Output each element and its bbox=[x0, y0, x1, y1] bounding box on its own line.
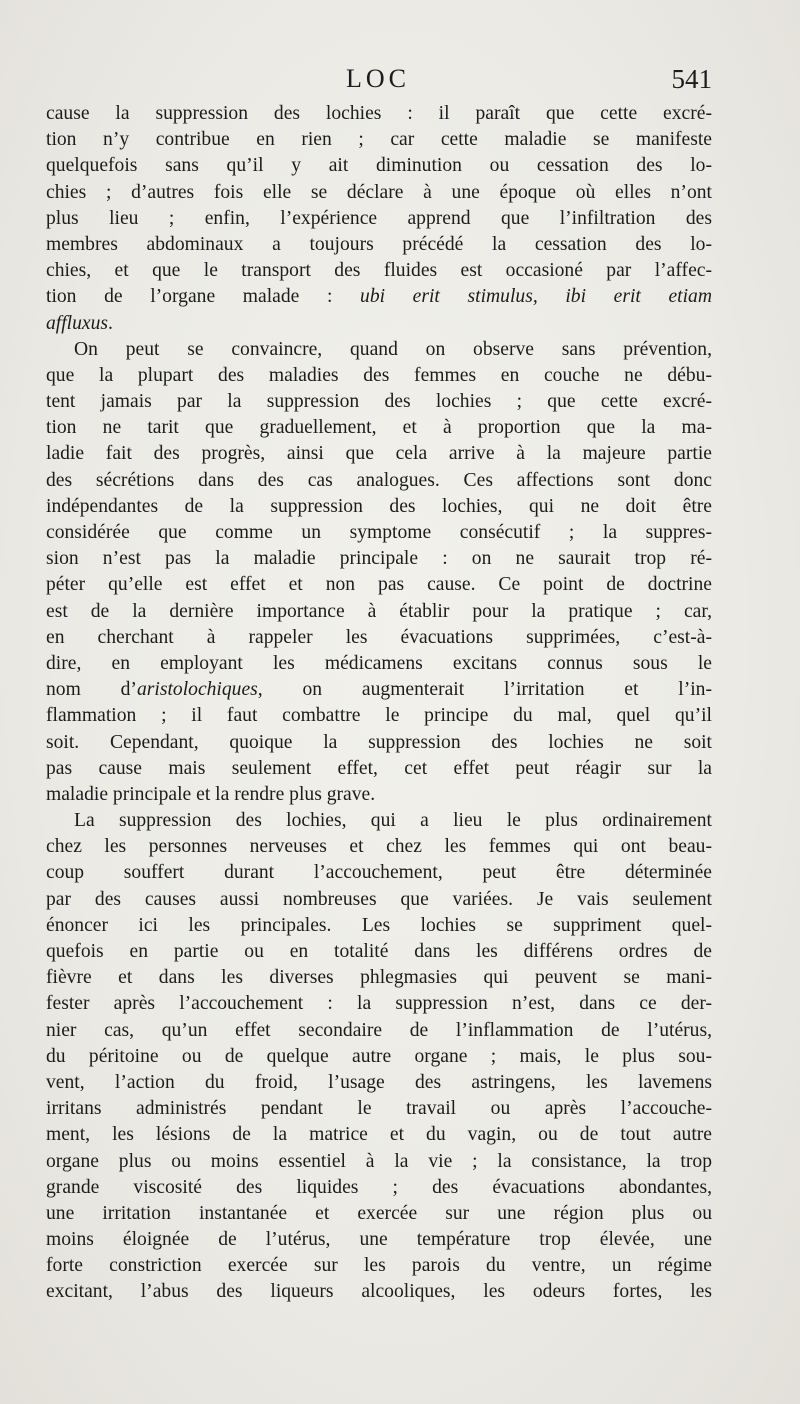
text-span: nom d’ bbox=[46, 679, 137, 701]
text-line: tion n’y contribue en rien ; car cette maladie se manifeste bbox=[46, 129, 712, 151]
text-line: énoncer ici les principales. Les lochies se suppriment quel- bbox=[46, 914, 712, 936]
text-line: des sécrétions dans des cas analogues. Ces affections sont donc bbox=[46, 469, 712, 491]
text-line bbox=[46, 284, 712, 310]
text-line: chez les personnes nerveuses et chez les femmes qui ont beau- bbox=[46, 836, 712, 858]
page-number: 541 bbox=[671, 64, 712, 94]
text-line: ment, les lésions de la matrice et du vagin, ou de tout autre bbox=[46, 1124, 712, 1146]
running-head: LOC bbox=[346, 64, 410, 93]
text-line: organe plus ou moins essentiel à la vie ; la consistance, la trop bbox=[46, 1150, 712, 1172]
text-line: On peut se convaincre, quand on observe sans prévention, bbox=[74, 338, 712, 360]
text-line: moins éloignée de l’utérus, une température trop élevée, une bbox=[46, 1229, 712, 1251]
text-line: quelquefois sans qu’il y ait diminution ou cessation des lo- bbox=[46, 155, 712, 177]
text-line: excitant, l’abus des liqueurs alcooliques, les odeurs fortes, les bbox=[46, 1281, 712, 1303]
text-line bbox=[46, 677, 712, 703]
text-line: pas cause mais seulement effet, cet effet peut réagir sur la bbox=[46, 757, 712, 779]
text-line: vent, l’action du froid, l’usage des astringens, les lavemens bbox=[46, 1071, 712, 1093]
text-span: tion de l’organe malade : bbox=[46, 286, 361, 308]
latin-quote: ubi erit stimulus, ibi erit etiam bbox=[360, 286, 712, 308]
text-line: sion n’est pas la maladie principale : on ne saurait trop ré- bbox=[46, 548, 712, 570]
text-line: du péritoine ou de quelque autre organe ; mais, le plus sou- bbox=[46, 1045, 712, 1067]
text-line: péter qu’elle est effet et non pas cause. Ce point de doctrine bbox=[46, 574, 712, 596]
text-span: . bbox=[108, 312, 113, 334]
text-line: La suppression des lochies, qui a lieu le plus ordinairement bbox=[74, 810, 712, 832]
text-line: chies, et que le transport des fluides est occasioné par l’affec- bbox=[46, 260, 712, 282]
text-line: maladie principale et la rendre plus grave. bbox=[46, 783, 376, 805]
text-line: nier cas, qu’un effet secondaire de l’inflammation de l’utérus, bbox=[46, 1019, 712, 1041]
text-line: dire, en employant les médicamens excitans connus sous le bbox=[46, 652, 712, 674]
text-line: est de la dernière importance à établir pour la pratique ; car, bbox=[46, 600, 712, 622]
text-line: membres abdominaux a toujours précédé la cessation des lo- bbox=[46, 233, 712, 255]
text-line: une irritation instantanée et exercée sur une région plus ou bbox=[46, 1202, 712, 1224]
text-line: fièvre et dans les diverses phlegmasies qui peuvent se mani- bbox=[46, 967, 712, 989]
text-line: coup souffert durant l’accouchement, peut être déterminée bbox=[46, 862, 712, 884]
text-line: forte constriction exercée sur les parois du ventre, un régime bbox=[46, 1255, 712, 1277]
text-line: en cherchant à rappeler les évacuations supprimées, c’est-à- bbox=[46, 626, 712, 648]
text-line: irritans administrés pendant le travail ou après l’accouche- bbox=[46, 1098, 712, 1120]
text-line: flammation ; il faut combattre le principe du mal, quel qu’il bbox=[46, 705, 712, 727]
latin-quote: affluxus bbox=[46, 312, 109, 334]
text-line bbox=[46, 311, 712, 337]
text-line: fester après l’accouchement : la suppression n’est, dans ce der- bbox=[46, 993, 712, 1015]
text-line: tion ne tarit que graduellement, et à proportion que la ma- bbox=[46, 417, 712, 439]
page-header bbox=[46, 62, 712, 96]
text-line: indépendantes de la suppression des lochies, qui ne doit être bbox=[46, 495, 712, 517]
text-line: par des causes aussi nombreuses que variées. Je vais seulement bbox=[46, 888, 712, 910]
body-text bbox=[46, 101, 712, 1306]
italic-term: aristolochiques bbox=[136, 679, 258, 701]
text-line: plus lieu ; enfin, l’expérience apprend que l’infiltration des bbox=[46, 207, 712, 229]
text-line: quefois en partie ou en totalité dans les différens ordres de bbox=[46, 941, 712, 962]
text-span: , on augmenterait l’irritation et l’in- bbox=[257, 679, 712, 701]
text-line: tent jamais par la suppression des lochies ; que cette excré- bbox=[46, 391, 712, 413]
text-line: que la plupart des maladies des femmes en couche ne débu- bbox=[46, 364, 712, 386]
text-line: cause la suppression des lochies : il paraît que cette excré- bbox=[46, 103, 712, 124]
text-line: considérée que comme un symptome consécutif ; la suppres- bbox=[46, 522, 712, 543]
text-line: ladie fait des progrès, ainsi que cela arrive à la majeure partie bbox=[46, 443, 712, 465]
text-line: grande viscosité des liquides ; des évacuations abondantes, bbox=[46, 1176, 712, 1198]
text-line: soit. Cependant, quoique la suppression des lochies ne soit bbox=[46, 731, 712, 753]
text-line: chies ; d’autres fois elle se déclare à une époque où elles n’ont bbox=[46, 181, 712, 203]
